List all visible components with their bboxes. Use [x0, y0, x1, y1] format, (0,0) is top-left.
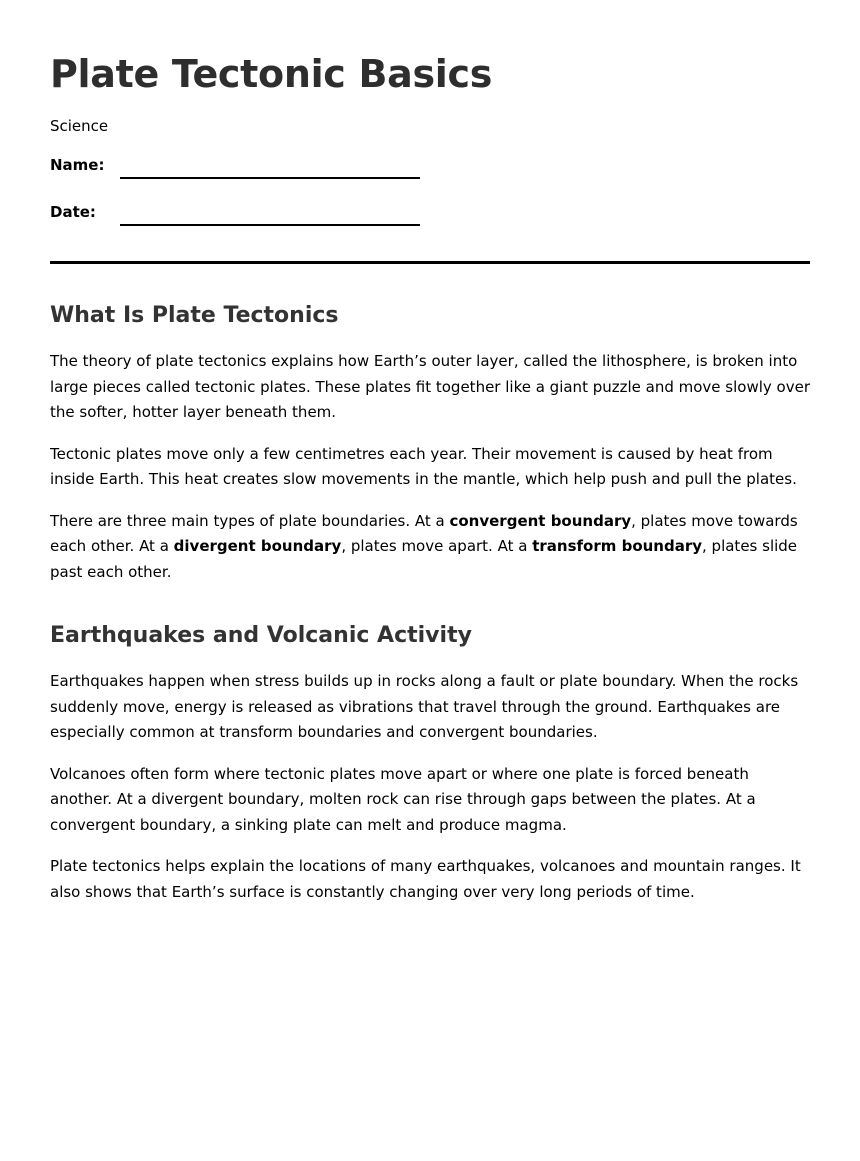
text-run: There are three main types of plate boundaries. At a [50, 511, 450, 530]
text-run: , plates move apart. At a [341, 537, 533, 555]
paragraph: Earthquakes happen when stress builds up in rocks along a fault or plate boundary. When the rocks suddenly move, energy is released as vibrations that travel through the ground. Earthquakes are especially common at transform boundaries and convergent boundaries. [50, 672, 799, 741]
date-field-row [50, 200, 810, 226]
term-divergent-boundary: divergent boundary [173, 537, 342, 555]
date-label: Date: [50, 203, 96, 221]
section-plate-tectonics [50, 301, 810, 585]
text-run: , plates slide past each other. [50, 537, 798, 581]
header-divider [50, 261, 810, 264]
subject-label: Science [50, 117, 109, 135]
name-blank-line[interactable] [120, 177, 420, 179]
paragraph: Tectonic plates move only a few centimetres each year. Their movement is caused by heat from inside Earth. This heat creates slow movements in the mantle, which help push and pull the plates. [50, 444, 797, 488]
page-title: Plate Tectonic Basics [50, 52, 493, 96]
paragraph: Volcanoes often form where tectonic plates move apart or where one plate is forced beneath another. At a divergent boundary, molten rock can rise through gaps between the plates. At a convergent boundary, a sinking plate can melt and produce magma. [50, 764, 756, 834]
text-run: , plates move towards each other. At a [50, 511, 798, 555]
paragraph: Plate tectonics helps explain the locations of many earthquakes, volcanoes and mountain ranges. It also shows that Earth’s surface is constantly changing over very long periods of time. [50, 857, 801, 901]
section-heading: Earthquakes and Volcanic Activity [50, 623, 472, 648]
term-convergent-boundary: convergent boundary [449, 511, 632, 530]
name-label: Name: [50, 156, 105, 174]
name-field-row [50, 153, 810, 179]
date-blank-line[interactable] [120, 224, 420, 226]
paragraph: The theory of plate tectonics explains how Earth’s outer layer, called the lithosphere, is broken into large pieces called tectonic plates. These plates fit together like a giant puzzle and move slowly over the softer, hotter layer beneath them. [50, 352, 810, 421]
paragraph-boundaries [50, 509, 810, 586]
section-heading: What Is Plate Tectonics [50, 303, 339, 328]
section-earthquakes-volcanoes [50, 621, 810, 905]
term-transform-boundary: transform boundary [532, 537, 703, 555]
